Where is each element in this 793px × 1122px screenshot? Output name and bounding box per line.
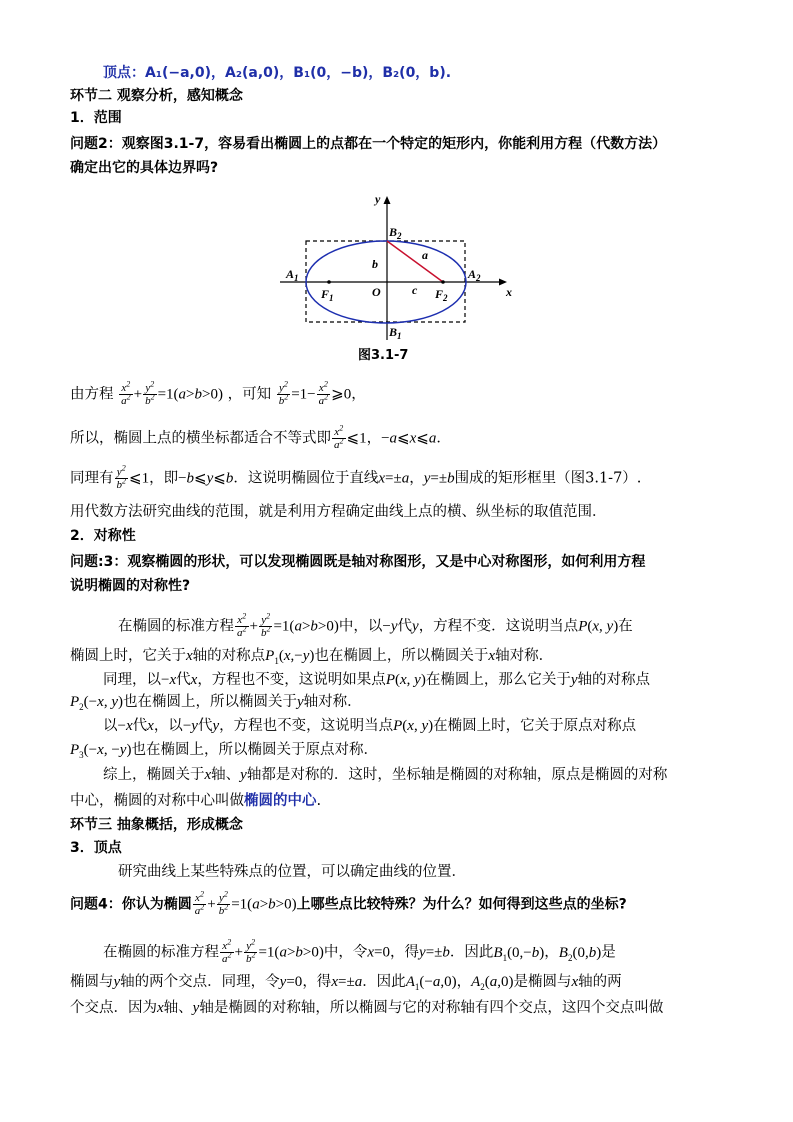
range-para-2: 所以，椭圆上点的横坐标都适合不等式即 $\frac{x^2}{a^2}$ ⩽1，−a⩽x⩽a．: [70, 423, 451, 451]
vertex-intro: 研究曲线上某些特殊点的位置，可以确定曲线的位置．: [118, 864, 466, 880]
point-f2: [441, 280, 445, 284]
label-a: a: [422, 248, 428, 262]
ellipse-center-term: 椭圆的中心: [244, 793, 317, 809]
question2-line2: 确定出它的具体边界吗?: [70, 160, 219, 176]
vertex-para-1: 在椭圆的标准方程 $\frac{x^2}{a^2}$ + $\frac{y^2}{b^2}$ =1(a>b>0)中，令x=0，得y=±b．因此$B_1(0,-b)$，$B_2(0,b)$是: [103, 937, 616, 965]
range-heading: 1．范围: [70, 110, 122, 126]
y-axis-arrow: [384, 196, 391, 204]
section2-title: 环节二 观察分析，感知概念: [70, 88, 243, 104]
label-x: x: [506, 285, 512, 299]
question3-line2: 说明椭圆的对称性?: [70, 578, 191, 594]
sym-para-5: 以−x代x，以−y代y，方程也不变，这说明当点P(x, y)在椭圆上时，它关于原点对称点: [103, 718, 637, 734]
question2-line1: 问题2：观察图3.1-7，容易看出椭圆上的点都在一个特定的矩形内，你能利用方程（代数方法）: [70, 136, 667, 152]
label-f1: $F_1$: [321, 287, 334, 303]
question4: 问题4：你认为椭圆 $\frac{x^2}{a^2}$ + $\frac{y^2}{b^2}$ =1(a>b>0)上哪些点比较特殊？为什么？如何得到这些点的坐标?: [70, 889, 627, 917]
vertex-para-3: 个交点．因为x轴、y轴是椭圆的对称轴，所以椭圆与它的对称轴有四个交点，这四个交点叫做: [70, 1000, 664, 1016]
ellipse-figure: [275, 188, 535, 358]
vertices-points: A₁(−a,0)，A₂(a,0)，B₁(0，−b)，B₂(0，b).: [145, 65, 452, 81]
sym-para-1: 在椭圆的标准方程 $\frac{x^2}{a^2}$ + $\frac{y^2}{b^2}$ =1(a>b>0)中，以−y代y，方程不变．这说明当点P(x, y)在: [118, 611, 633, 639]
label-c: c: [412, 283, 418, 297]
label-o: O: [372, 285, 381, 299]
sym-para-6: $P_3(-x$, −y)也在椭圆上，所以椭圆关于原点对称．: [70, 742, 378, 760]
figure-caption: 图3.1-7: [358, 348, 409, 363]
range-para-4: 用代数方法研究曲线的范围，就是利用方程确定曲线上点的横、纵坐标的取值范围．: [70, 504, 607, 520]
vertices-line: [103, 63, 451, 83]
segment-a: [387, 241, 443, 282]
label-b2: $B_2$: [389, 225, 402, 241]
vertex-para-2: 椭圆与y轴的两个交点．同理，令y=0，得x=±a．因此$A_1(-a,0)$，$A_2(a,0)$是椭圆与x轴的两: [70, 974, 622, 992]
sym-para-8: 中心，椭圆的对称中心叫做椭圆的中心.: [70, 793, 322, 809]
section3-title: 环节三 抽象概括，形成概念: [70, 817, 243, 833]
range-para-3: 同理有 $\frac{y^2}{b^2}$ ⩽1，即−b⩽y⩽b．这说明椭圆位于直线x=±a，y=±b围成的矩形框里（图3.1-7）.: [70, 463, 642, 491]
label-f2: $F_2$: [435, 287, 448, 303]
label-y: y: [375, 192, 381, 206]
question3-line1: 问题:3：观察椭圆的形状，可以发现椭圆既是轴对称图形，又是中心对称图形，如何利用方程: [70, 554, 646, 570]
range-para-1: 由方程 $\frac{x^2}{a^2}$ + $\frac{y^2}{b^2}$ =1(a>b>0) ，可知 $\frac{y^2}{b^2}$ =1− $\frac{x^2}{a^2}$ ⩾0，: [70, 379, 366, 407]
sym-para-2: 椭圆上时，它关于x轴的对称点$P_1(x,-y)$也在椭圆上，所以椭圆关于x轴对称．: [70, 648, 554, 666]
vertices-label: 顶点：: [103, 65, 145, 81]
sym-para-7: 综上，椭圆关于x轴、y轴都是对称的．这时，坐标轴是椭圆的对称轴，原点是椭圆的对称: [103, 767, 668, 783]
label-a2: $A_2$: [468, 267, 481, 283]
vertex-heading: 3．顶点: [70, 840, 122, 856]
label-a1: $A_1$: [286, 267, 299, 283]
label-b: b: [372, 257, 378, 271]
sym-para-3: 同理，以−x代x，方程也不变，这说明如果点P(x, y)在椭圆上，那么它关于y轴的对称点: [103, 672, 650, 688]
symmetry-heading: 2．对称性: [70, 528, 136, 544]
label-b1: $B_1$: [389, 325, 402, 341]
sym-para-4: $P_2(-x$, y)也在椭圆上，所以椭圆关于y轴对称．: [70, 694, 362, 712]
point-f1: [327, 280, 331, 284]
